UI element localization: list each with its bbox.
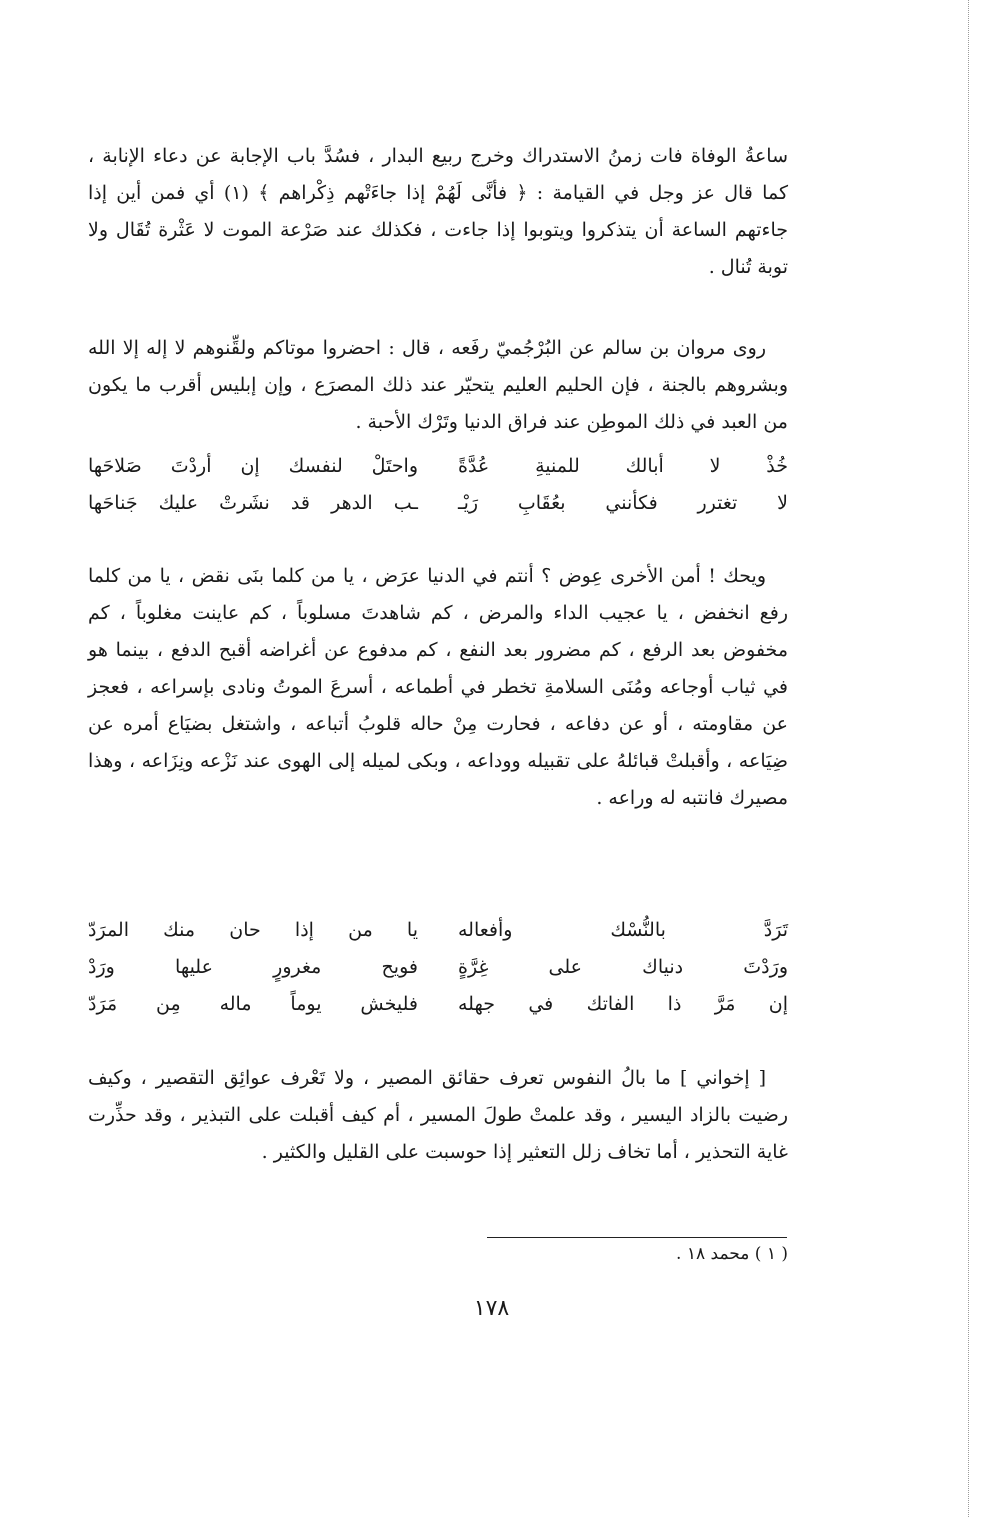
- footnote: ( ١ ) محمد ١٨ .: [676, 1244, 788, 1264]
- page-edge-border: [968, 0, 969, 1517]
- verse-line: [88, 485, 788, 522]
- verse-hemistich-right: لا تغترر فكأنني بعُقَابِ رَيْـ: [458, 492, 788, 514]
- verse-hemistich-right: تَرَدَّ بالنُّسْك وأفعاله: [458, 919, 788, 941]
- verse-hemistich-left: واحتَلْ لنفسك إن أردْتَ صَلاحَها: [88, 455, 418, 477]
- verse-hemistich-left: فليخش يوماً ماله مِن مَرَدّ: [88, 993, 418, 1015]
- paragraph-text: ساعةُ الوفاة فات زمنُ الاستدراك وخرج ربيع البدار ، فسُدَّ باب الإجابة عن دعاء الإنابة ، كما قال عز وجل في القيامة : ﴿ فأنَّى لَهُمْ إذا جاءَتْهم ذِكْراهم ﴾ (١) أي فمن أين إذا جاءتهم الساعة أن يتذكروا ويتوبوا إذا جاءت ، فكذلك عند صَرْعة الموت لا عَثْرة تُقَال ولا توبة تُنال .: [88, 145, 788, 278]
- paragraph-text: [ إخواني ] ما بالُ النفوس تعرف حقائق المصير ، ولا تَعْرف عوائِق التقصير ، وكيف رضيت بالزاد اليسير ، وقد علمتْ طولَ المسير ، أم كيف أقبلت على التبذير ، وقد حذِّرت غاية التحذير ، أما تخاف زلل التعثير إذا حوسبت على القليل والكثير .: [88, 1067, 788, 1163]
- paragraph-4: [88, 1060, 788, 1171]
- poem-1: [88, 448, 788, 522]
- verse-hemistich-right: خُذْ لا أبالك للمنيةِ عُدَّةً: [458, 455, 788, 477]
- paragraph-1: [88, 138, 788, 286]
- verse-hemistich-left: فويح مغرورٍ عليها ورَدْ: [88, 956, 418, 978]
- paragraph-2: [88, 330, 788, 441]
- page-number: ١٧٨: [473, 1296, 510, 1321]
- paragraph-text: روى مروان بن سالم عن البُرْجُميّ رفَعه ، قال : احضروا موتاكم ولقِّنوهم لا إله إلا الله وبشروهم بالجنة ، فإن الحليم العليم يتحيّر عند ذلك المصرَع ، وإن إبليس أقرب ما يكون من العبد في ذلك الموطِن عند فراق الدنيا وتَرْك الأحبة .: [88, 337, 788, 433]
- verse-line: [88, 949, 788, 986]
- verse-line: [88, 912, 788, 949]
- footnote-divider: [487, 1237, 787, 1238]
- verse-line: [88, 448, 788, 485]
- verse-hemistich-right: ورَدْتَ دنياك على غِرَّةٍ: [458, 956, 788, 978]
- verse-hemistich-right: إن مَرَّ ذا الفاتك في جهله: [458, 993, 788, 1015]
- paragraph-3: [88, 558, 788, 817]
- verse-hemistich-left: يا من إذا حان منك المرَدّ: [88, 919, 418, 941]
- verse-hemistich-left: ـب الدهر قد نشَرتْ عليك جَناحَها: [88, 492, 418, 514]
- poem-2: [88, 912, 788, 1023]
- verse-line: [88, 986, 788, 1023]
- paragraph-text: ويحك ! أمن الأخرى عِوض ؟ أنتم في الدنيا عرَض ، يا من كلما بنَى نقض ، يا من كلما رفع انخفض ، يا عجيب الداء والمرض ، كم شاهدتَ مسلوباً ، كم عاينت مغلوباً ، كم مخفوض بعد الرفع ، كم مضرور بعد النفع ، كم مدفوع عن أغراضه أقبح الدفع ، بينما هو في ثياب أوجاعه ومُنَى السلامةِ تخطر في أطماعه ، أسرعَ الموتُ ونادى بإسراعه ، فعجز عن مقاومته ، أو عن دفاعه ، فحارت مِنْ حاله قلوبُ أتباعه ، واشتغل بضيَاع أمره عن ضِيَاعه ، وأقبلتْ قبائلهُ على تقبيله ووداعه ، وبكى لميله إلى الهوى عند نَزْعه ونِزَاعه ، وهذا مصيرك فانتبه له وراعه .: [88, 565, 789, 809]
